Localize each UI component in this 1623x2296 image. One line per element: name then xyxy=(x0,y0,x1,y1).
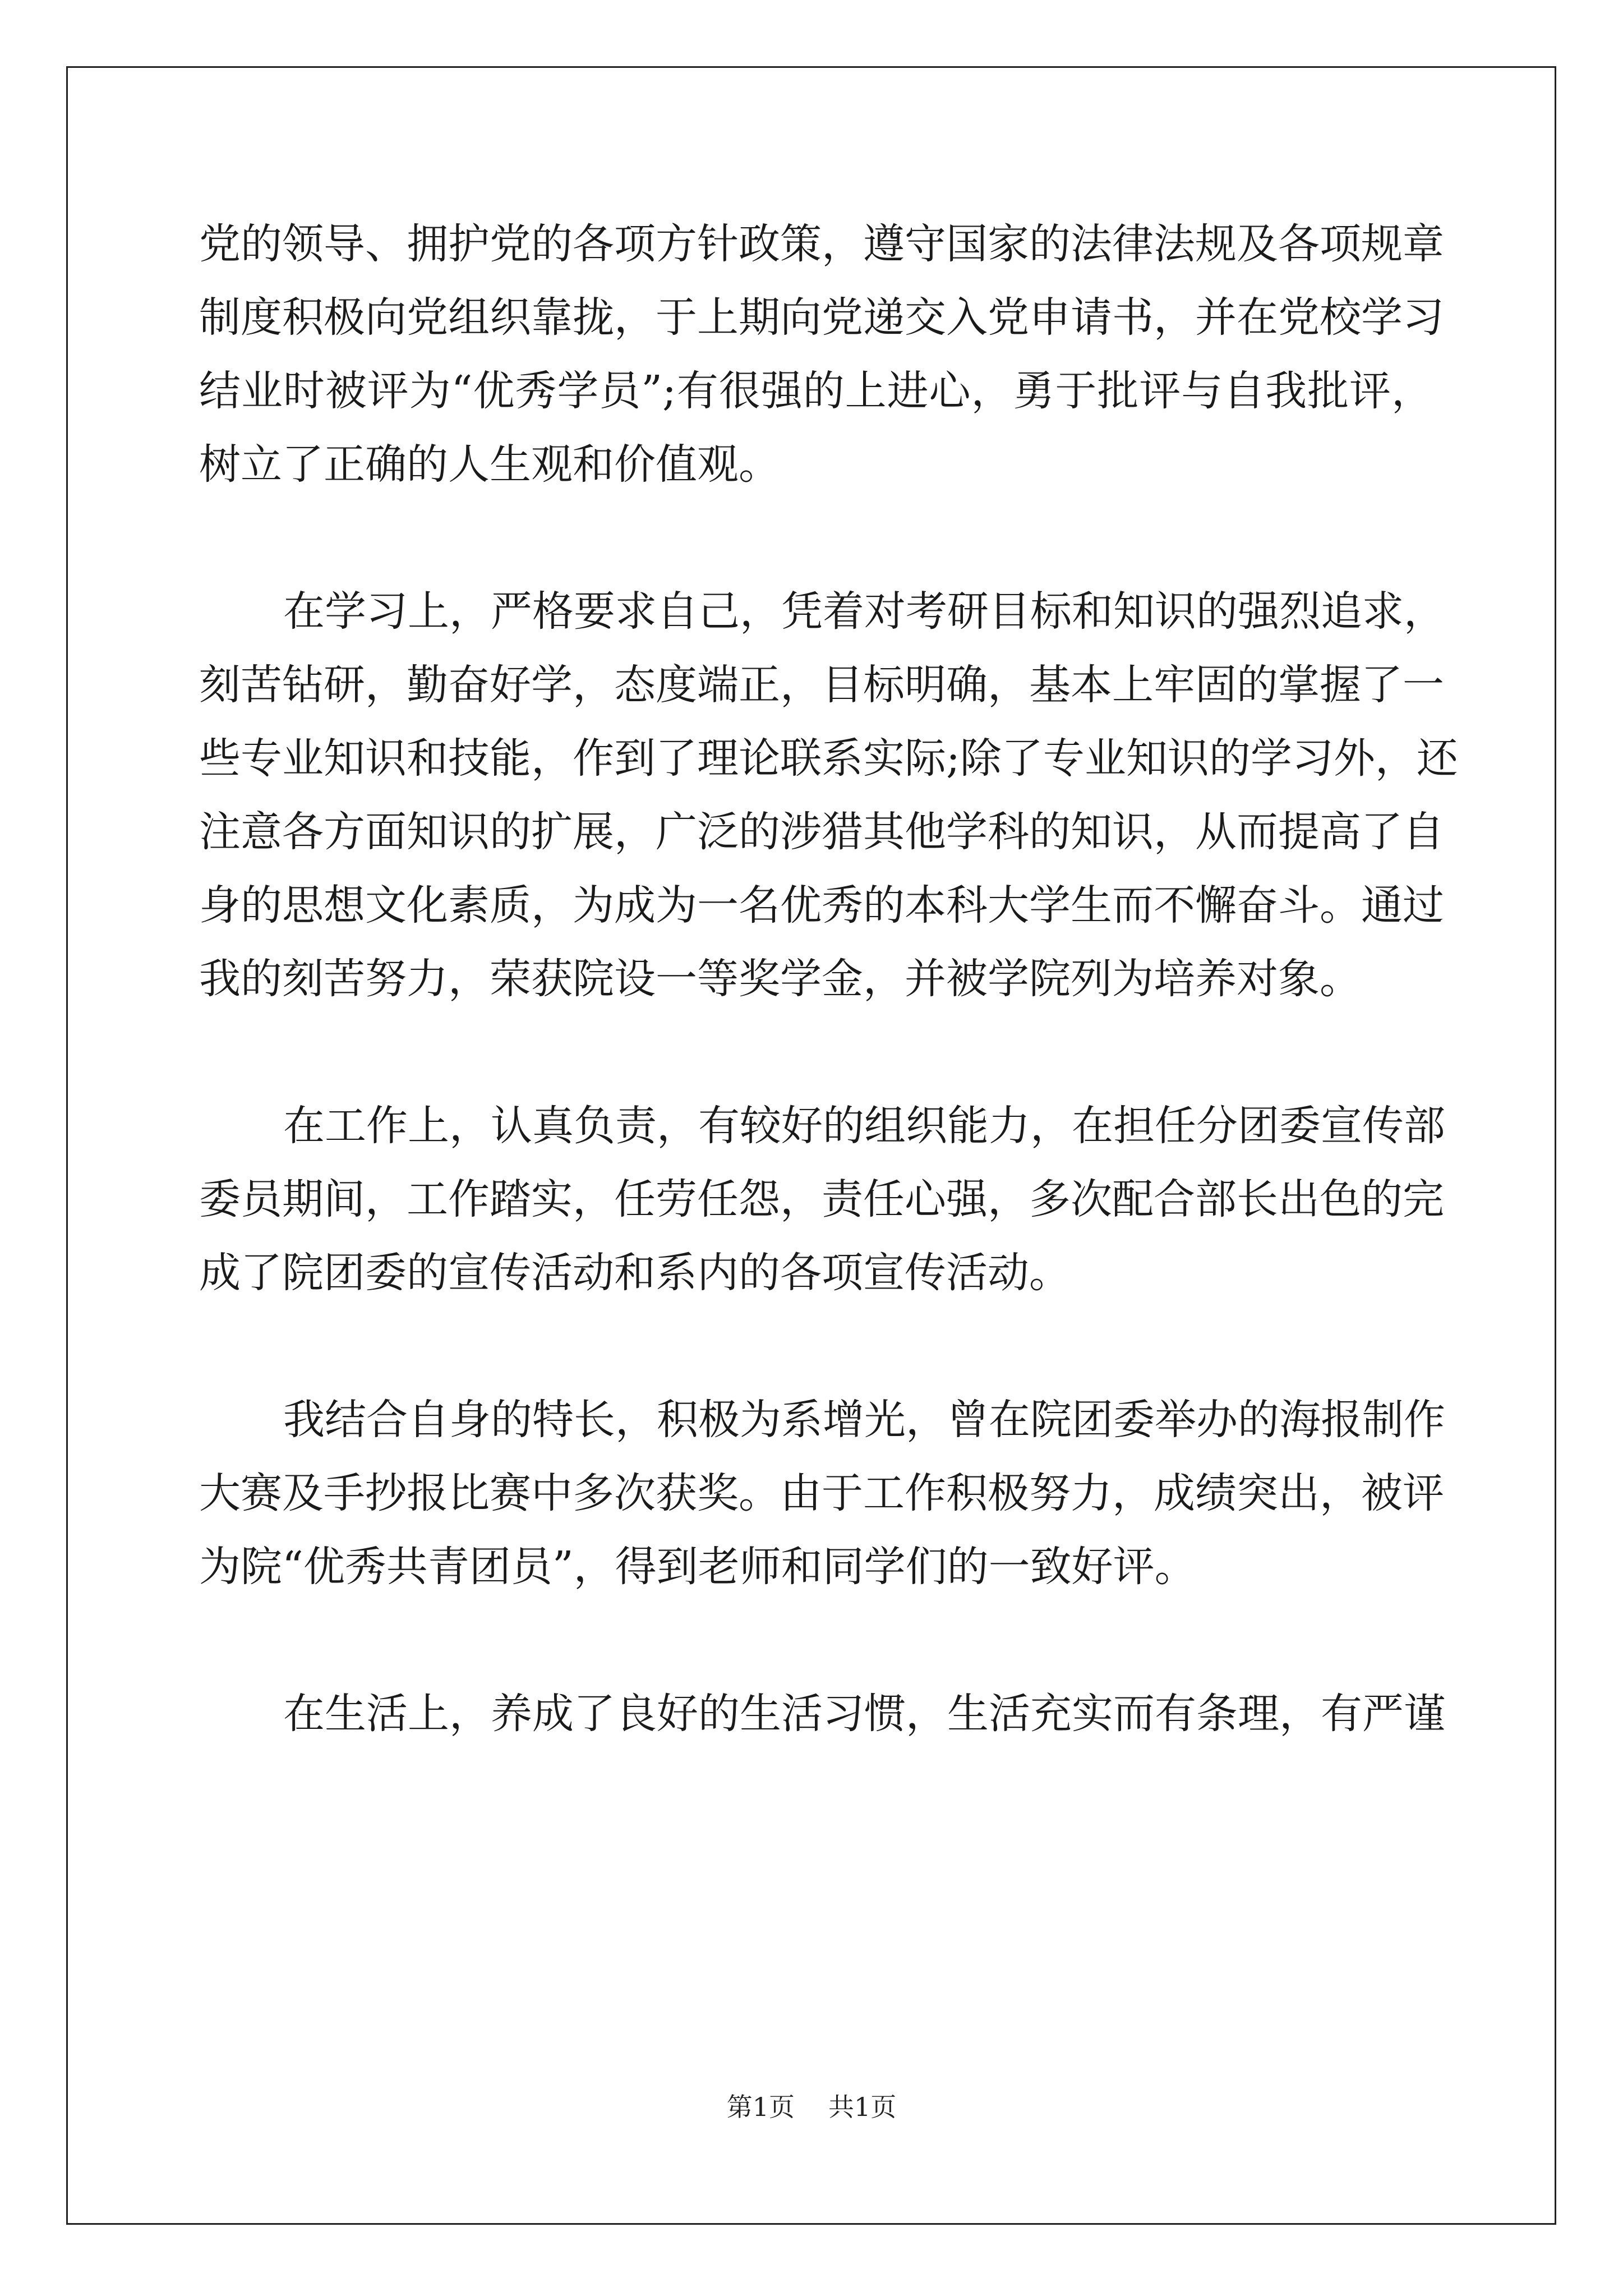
paragraph-3 xyxy=(199,1089,1445,1310)
paragraph-1 xyxy=(199,208,1444,501)
text-line: 我的刻苦努力，荣获院设一等奖学金，并被学院列为培养对象。 xyxy=(199,955,1361,1003)
text-line: 树立了正确的人生观和价值观。 xyxy=(199,440,780,489)
paragraph-5 xyxy=(199,1677,1445,1751)
text-line: 注意各方面知识的扩展，广泛的涉猎其他学科的知识，从而提高了自 xyxy=(199,808,1444,856)
text-line: 委员期间，工作踏实，任劳任怨，责任心强，多次配合部长出色的完 xyxy=(199,1175,1444,1223)
page-footer xyxy=(0,2087,1623,2124)
text-line: 党的领导、拥护党的各项方针政策，遵守国家的法律法规及各项规章 xyxy=(199,220,1444,268)
paragraph-4 xyxy=(199,1383,1445,1604)
paragraph-2 xyxy=(199,575,1458,1016)
text-line: 身的思想文化素质，为成为一名优秀的本科大学生而不懈奋斗。通过 xyxy=(199,881,1444,930)
text-line: 刻苦钻研，勤奋好学，态度端正，目标明确，基本上牢固的掌握了一 xyxy=(199,661,1444,709)
text-line: 制度积极向党组织靠拢，于上期向党递交入党申请书，并在党校学习 xyxy=(199,293,1444,342)
text-line: 在工作上，认真负责，有较好的组织能力，在担任分团委宣传部 xyxy=(283,1102,1445,1150)
text-line: 我结合自身的特长，积极为系增光，曾在院团委举办的海报制作 xyxy=(283,1396,1445,1444)
text-line: 在学习上，严格要求自己，凭着对考研目标和知识的强烈追求， xyxy=(283,587,1445,636)
text-line: 些专业知识和技能，作到了理论联系实际;除了专业知识的学习外，还 xyxy=(199,734,1458,783)
text-line: 成了院团委的宣传活动和系内的各项宣传活动。 xyxy=(199,1249,1071,1297)
document-body xyxy=(199,208,1458,1751)
text-line: 在生活上，养成了良好的生活习惯，生活充实而有条理，有严谨 xyxy=(283,1690,1445,1738)
page-number: 第1页 xyxy=(726,2092,795,2122)
text-line: 大赛及手抄报比赛中多次获奖。由于工作积极努力，成绩突出，被评 xyxy=(199,1469,1444,1517)
text-line: 为院“优秀共青团员”，得到老师和同学们的一致好评。 xyxy=(199,1543,1196,1591)
page-total: 共1页 xyxy=(828,2092,897,2122)
text-line: 结业时被评为“优秀学员”;有很强的上进心，勇于批评与自我批评， xyxy=(199,367,1433,415)
